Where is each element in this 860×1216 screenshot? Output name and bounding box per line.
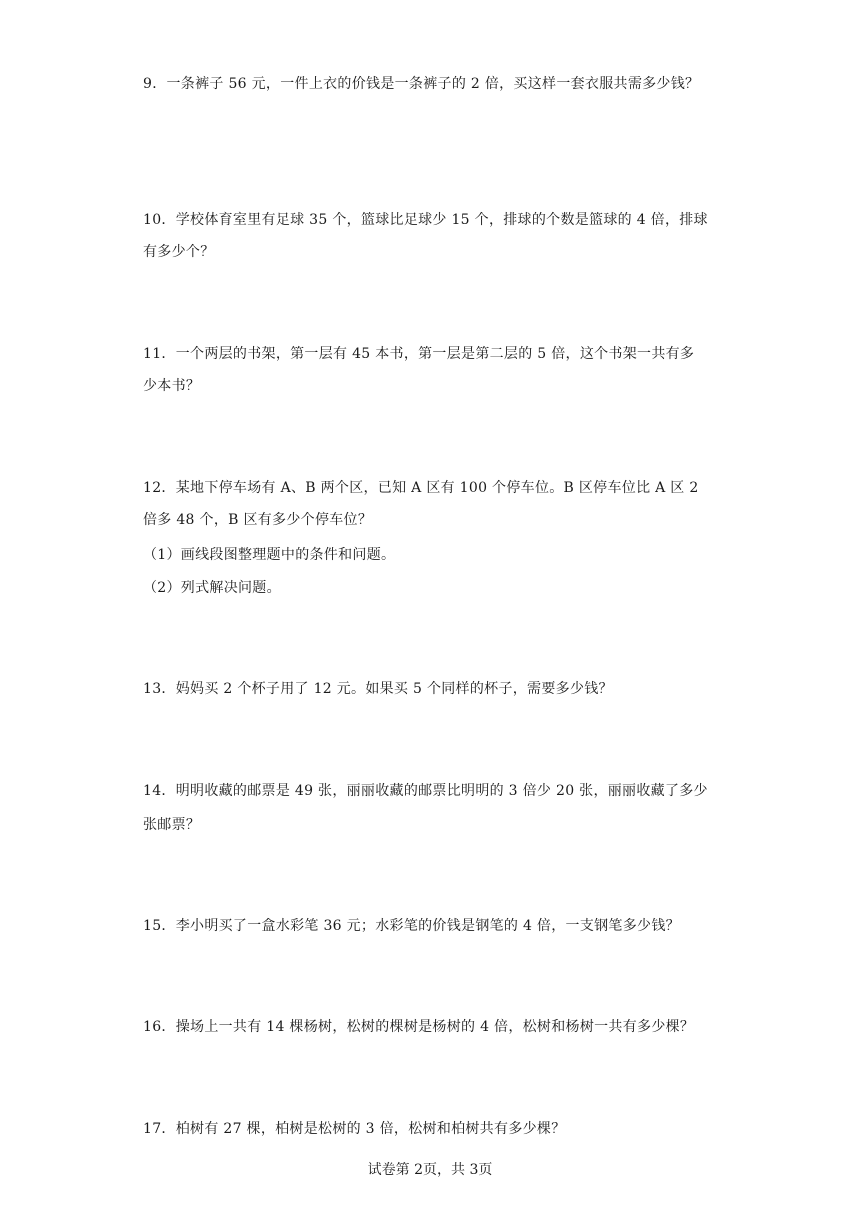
question-12-subpart-2: （2）列式解决问题。 xyxy=(143,580,281,596)
question-12-line-2: 倍多 48 个，B 区有多少个停车位？ xyxy=(143,512,373,528)
question-16-line-1: 16．操场上一共有 14 棵杨树，松树的棵树是杨树的 4 倍，松树和杨树一共有多少棵？ xyxy=(143,1019,695,1035)
question-14-line-1: 14．明明收藏的邮票是 49 张，丽丽收藏的邮票比明明的 3 倍少 20 张，丽丽收藏了多少 xyxy=(143,783,708,799)
question-17-line-1: 17．柏树有 27 棵，柏树是松树的 3 倍，松树和柏树共有多少棵？ xyxy=(143,1121,566,1137)
question-13-line-1: 13．妈妈买 2 个杯子用了 12 元。如果买 5 个同样的杯子，需要多少钱？ xyxy=(143,681,613,697)
question-12-subpart-1: （1）画线段图整理题中的条件和问题。 xyxy=(143,547,396,563)
question-11-line-1: 11．一个两层的书架，第一层有 45 本书，第一层是第二层的 5 倍，这个书架一共有多 xyxy=(143,346,695,362)
question-12-line-1: 12．某地下停车场有 A、B 两个区，已知 A 区有 100 个停车位。B 区停车位比 A 区 2 xyxy=(143,480,699,496)
question-11-line-2: 少本书？ xyxy=(143,378,201,394)
page-footer: 试卷第 2页，共 3页 xyxy=(367,1162,493,1178)
question-9-line-1: 9．一条裤子 56 元，一件上衣的价钱是一条裤子的 2 倍，买这样一套衣服共需多少钱？ xyxy=(143,76,700,92)
question-14-line-2: 张邮票？ xyxy=(143,817,201,833)
question-10-line-2: 有多少个？ xyxy=(143,244,215,260)
question-10-line-1: 10．学校体育室里有足球 35 个，篮球比足球少 15 个，排球的个数是篮球的 4 倍，排球 xyxy=(143,212,708,228)
question-15-line-1: 15．李小明买了一盒水彩笔 36 元；水彩笔的价钱是钢笔的 4 倍，一支钢笔多少钱？ xyxy=(143,918,680,934)
